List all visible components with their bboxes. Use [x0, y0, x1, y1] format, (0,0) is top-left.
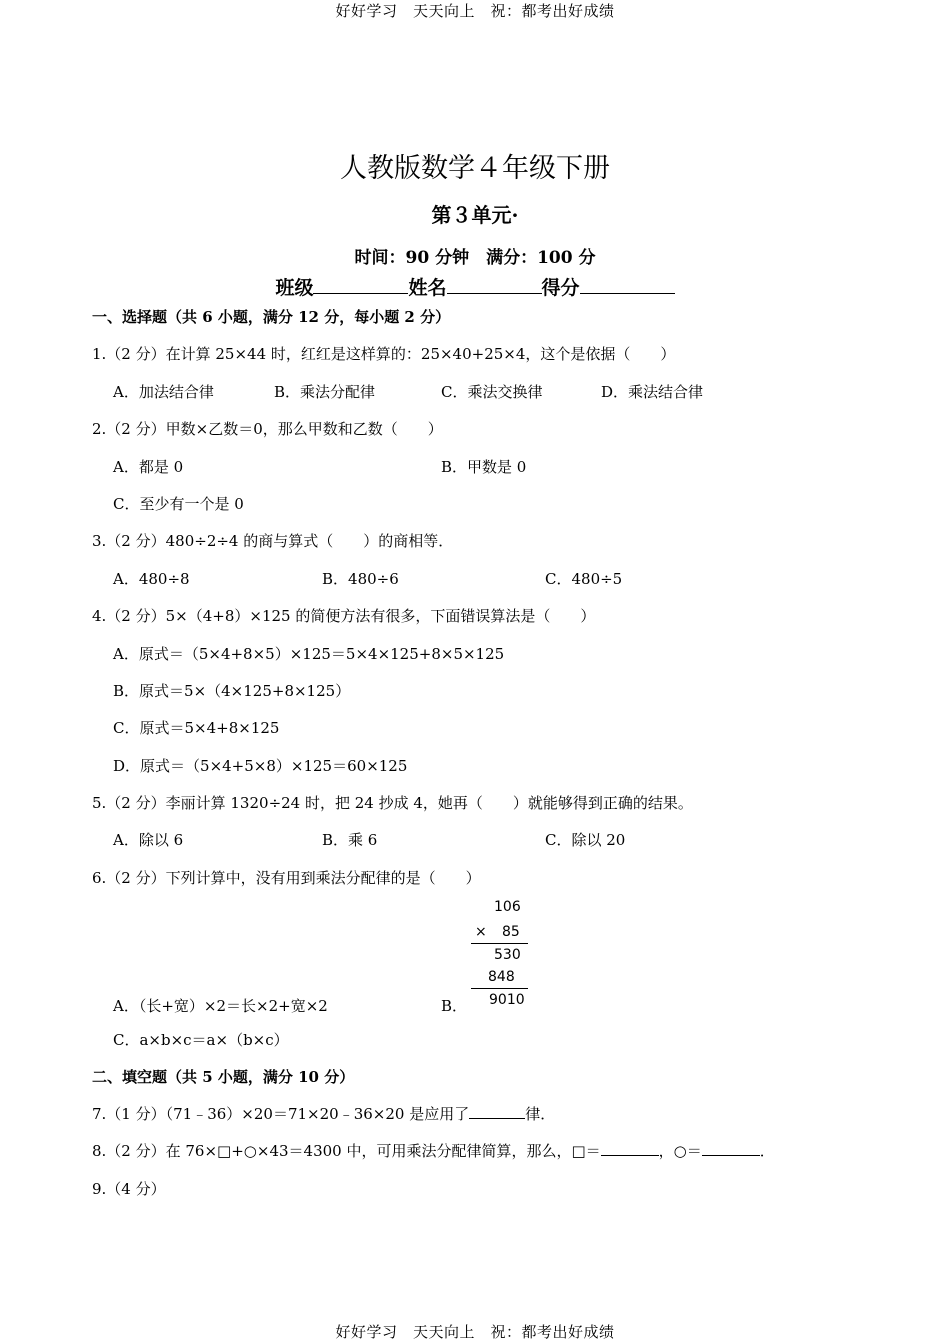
q8-circle-blank[interactable]: [702, 1142, 760, 1156]
question-1: 1.（2 分）在计算 25×44 时，红红是这样算的：25×40+25×4，这个是依据（ ）: [92, 345, 676, 363]
q5-option-c[interactable]: C．除以 20: [545, 831, 626, 849]
q7-text: 7.（1 分）（71﹣36）×20＝71×20﹣36×20 是应用了: [92, 1105, 470, 1123]
q6-option-c[interactable]: C．a×b×c＝a×（b×c）: [113, 1031, 289, 1049]
q3-option-b[interactable]: B．480÷6: [322, 570, 399, 588]
q8-mid: ，○＝: [658, 1142, 702, 1160]
score-label: 得分: [541, 277, 580, 299]
student-info-line: [0, 273, 950, 300]
q5-option-a[interactable]: A．除以 6: [113, 831, 184, 849]
name-label: 姓名: [408, 277, 447, 299]
question-6: 6.（2 分）下列计算中，没有用到乘法分配律的是（ ）: [92, 869, 481, 887]
calc-row-partial-2: 848: [488, 969, 515, 985]
section-heading-fill-blank: 二、填空题（共 5 小题，满分 10 分）: [92, 1068, 355, 1086]
q2-option-c[interactable]: C．至少有一个是 0: [113, 495, 244, 513]
question-2: 2.（2 分）甲数×乙数＝0，那么甲数和乙数（ ）: [92, 420, 443, 438]
page-header: 好好学习 天天向上 祝：都考出好成绩: [335, 2, 615, 20]
score-blank[interactable]: [580, 275, 675, 294]
calc-row-multiplier: 85: [502, 924, 520, 940]
question-4: 4.（2 分）5×（4+8）×125 的简便方法有很多，下面错误算法是（ ）: [92, 607, 596, 625]
q1-option-b[interactable]: B．乘法分配律: [274, 383, 376, 401]
class-label: 班级: [275, 277, 314, 299]
section-heading-choice: 一、选择题（共 6 小题，满分 12 分，每小题 2 分）: [92, 308, 451, 326]
question-9: 9.（4 分）: [92, 1180, 166, 1198]
question-8: [92, 1140, 775, 1161]
calc-row-result: 9010: [489, 992, 525, 1008]
calc-row-multiplicand: 106: [494, 899, 521, 915]
time-and-score-line: 时间：90 分钟 满分：100 分: [354, 248, 596, 268]
q1-option-d[interactable]: D．乘法结合律: [601, 383, 704, 401]
q4-option-d[interactable]: D．原式＝（5×4+5×8）×125＝60×125: [113, 757, 408, 775]
q8-suffix: ．: [759, 1142, 775, 1160]
unit-subtitle: 第３单元·: [431, 203, 519, 227]
question-7: [92, 1103, 555, 1124]
question-3: 3.（2 分）480÷2÷4 的商与算式（ ）的商相等．: [92, 532, 454, 550]
calc-rule-2: [471, 988, 528, 989]
q6-option-a[interactable]: A．（长+宽）×2＝长×2+宽×2: [113, 997, 328, 1015]
name-blank[interactable]: [447, 275, 542, 294]
q5-option-b[interactable]: B．乘 6: [322, 831, 378, 849]
q4-option-b[interactable]: B．原式＝5×（4×125+8×125）: [113, 682, 351, 700]
q7-suffix: 律．: [525, 1105, 556, 1123]
q6-option-b[interactable]: B．: [441, 997, 468, 1015]
q1-option-a[interactable]: A．加法结合律: [113, 383, 214, 401]
calc-rule-1: [471, 943, 528, 944]
q3-option-a[interactable]: A．480÷8: [113, 570, 190, 588]
q4-option-c[interactable]: C．原式＝5×4+8×125: [113, 719, 280, 737]
q8-text: 8.（2 分）在 76×□+○×43＝4300 中，可用乘法分配律简算，那么，□＝: [92, 1142, 601, 1160]
document-title: 人教版数学４年级下册: [340, 153, 610, 184]
q1-option-c[interactable]: C．乘法交换律: [441, 383, 543, 401]
page-footer: 好好学习 天天向上 祝：都考出好成绩: [335, 1323, 615, 1341]
q2-option-b[interactable]: B．甲数是 0: [441, 458, 527, 476]
q4-option-a[interactable]: A．原式＝（5×4+8×5）×125＝5×4×125+8×5×125: [113, 645, 505, 663]
q8-square-blank[interactable]: [601, 1142, 659, 1156]
calc-times-sign: ×: [475, 924, 487, 940]
q3-option-c[interactable]: C．480÷5: [545, 570, 623, 588]
calc-row-partial-1: 530: [494, 947, 521, 963]
q7-answer-blank[interactable]: [469, 1105, 525, 1119]
class-blank[interactable]: [313, 275, 408, 294]
question-5: 5.（2 分）李丽计算 1320÷24 时，把 24 抄成 4，她再（ ）就能够得到正确的结果。: [92, 794, 693, 812]
q2-option-a[interactable]: A．都是 0: [113, 458, 184, 476]
